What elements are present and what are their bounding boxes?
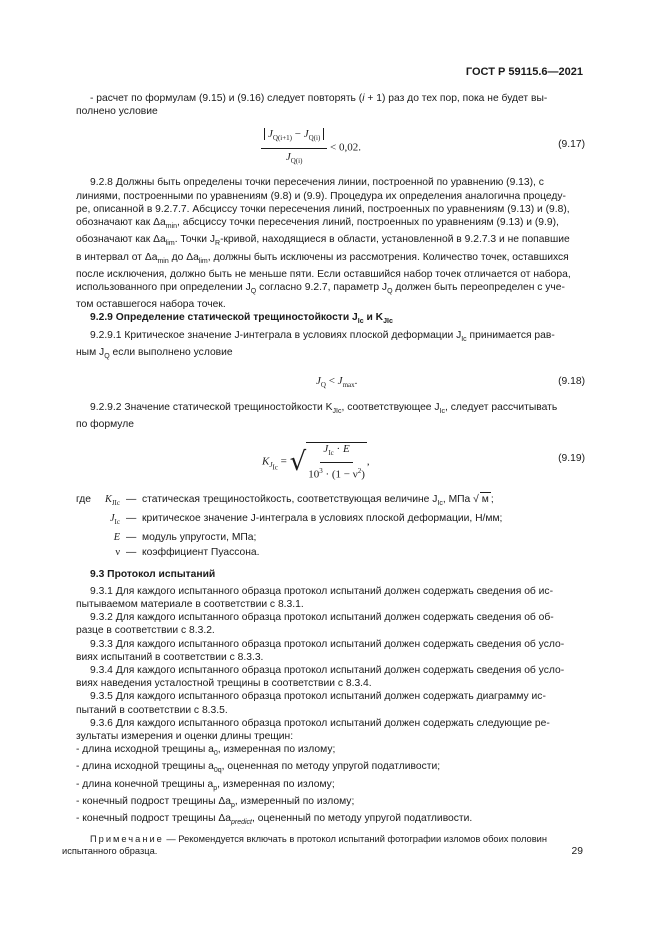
list-item: - конечный подрост трещины $\Delta a_{predict}$, оцененный по методу упругой податливости. [76, 813, 473, 827]
list-item: - длина исходной трещины $a_0$, измеренная по излому; [76, 744, 336, 758]
formula-9-19-expr: $K_{J_{Ic}}$ = √ $\frac{J_{Ic} \cdot E}{10^3 \cdot (1 - \nu^2)}$ , [262, 442, 370, 481]
formula-9-17 [76, 124, 585, 170]
where-row-e: E — модуль упругости, МПа; [113, 532, 257, 544]
formula-9-19 [76, 438, 585, 484]
where-row-nu: ν — коэффициент Пуассона. [115, 547, 260, 559]
formula-9-17-number: (9.17) [558, 139, 585, 151]
formula-9-18-expr: $J_Q < J_{max}$. [316, 375, 358, 390]
heading-9-2-9: 9.2.9 Определение статической трещиностойкости $J_{Ic}$ и $K_{JIc}$ [90, 312, 393, 326]
note: Примечание — Рекомендуется включать в протокол испытаний фотографии изломов обоих половин испытанного образца. [62, 834, 547, 857]
where-block [76, 492, 585, 560]
formula-9-18 [76, 369, 585, 395]
list-item: - длина исходной трещины $a_{0q}$, оцененная по методу упругой податливости; [76, 761, 441, 775]
list-item: - конечный подрост трещины $\Delta a_p$, измеренный по излому; [76, 795, 355, 809]
heading-9-3: 9.3 Протокол испытаний [90, 568, 216, 580]
intro-paragraph: - расчет по формулам (9.15) и (9.16) следует повторять (i + 1) раз до тех пор, пока не будет вы- [90, 93, 548, 104]
list-item: - длина конечной трещины $a_p$, измеренная по излому; [76, 778, 335, 792]
formula-9-18-number: (9.18) [558, 376, 585, 388]
paragraph-9-2-9-1: 9.2.9.1 Критическое значение J-интеграла в условиях плоской деформации $J_{Ic}$ принимается рав- ным $J_Q$ если выполнено условие [76, 329, 555, 360]
where-row-k: где $K_{JIc}$ — статическая трещиностойкость, соответствующая величине $J_{Ic}$, МПа √ м ; [76, 493, 494, 507]
standard-header: ГОСТ Р 59115.6—2021 [465, 66, 583, 78]
formula-9-17-expr: $\frac{J_{Q(i+1)} - J_{Q(i)}}{J_{Q(i)}}$ < 0,02. [261, 128, 361, 168]
intro-paragraph-cont: полнено условие [76, 106, 158, 118]
paragraph-9-2-8: 9.2.8 Должны быть определены точки пересечения линии, построенной по уравнению (9.13), с линиями, построенными по уравнениям (9.8) и (9.9). Процедура их определения аналогична процеду- ре, описанной в 9.2.7.7. Абсциссу точки пересечения линий, построенных по уравнениям (9.13) и (9.8), обозначают как $\Delta a_{min}$, абсциссу точки пересечения линий, построенных по уравнениям (9.13) и (9.9), обозначают как $\Delta a_{lim}$. Точки $J_R$-кривой, находящиеся в области, установленной в 9.2.7.3 и не попавшие в интервал от $\Delta a_{min}$ до $\Delta a_{lim}$, должны быть исключены из рассмотрения. Количество точек, оставшихся после исключения, должно быть не меньше пяти. Если оставшийся набор точек отличается от набора, использованного при определении $J_Q$ согласно 9.2.7, параметр $J_Q$ должен быть переопределен с уче- том оставшегося набора точек. [76, 177, 571, 311]
where-row-j: $J_{Ic}$ — критическое значение J-интеграла в условиях плоской деформации, Н/мм; [109, 512, 503, 526]
measurement-list [76, 743, 585, 829]
formula-9-19-number: (9.19) [558, 452, 585, 464]
page-number: 29 [571, 846, 583, 857]
paragraph-9-2-9-2: 9.2.9.2 Значение статической трещиностойкости $K_{JIc}$, соответствующее $J_{Ic}$, следует рассчитывать по формуле [76, 402, 558, 431]
section-9-3-paragraphs: 9.3.1 Для каждого испытанного образца протокол испытаний должен содержать сведения об ис- пытываемом материале в соответствии с 8.3.1. 9.3.2 Для каждого испытанного образца протокол испытаний должен содержать сведения об об- разце в соответствии с 8.3.2. 9.3.3 Для каждого испытанного образца протокол испытаний должен содержать сведения об усло- виях испытаний в соответствии с 8.3.3. 9.3.4 Для каждого испытанного образца протокол испытаний должен содержать сведения об усло- виях наведения усталостной трещины в соответствии с 8.3.4. 9.3.5 Для каждого испытанного образца протокол испытаний должен содержать диаграмму ис- пытаний в соответствии с 8.3.5. 9.3.6 Для каждого испытанного образца протокол испытаний должен содержать следующие ре- зультаты измерения и оценки длины трещин: [76, 585, 565, 742]
note-label: Примечание [90, 834, 164, 845]
page-content [62, 92, 585, 857]
